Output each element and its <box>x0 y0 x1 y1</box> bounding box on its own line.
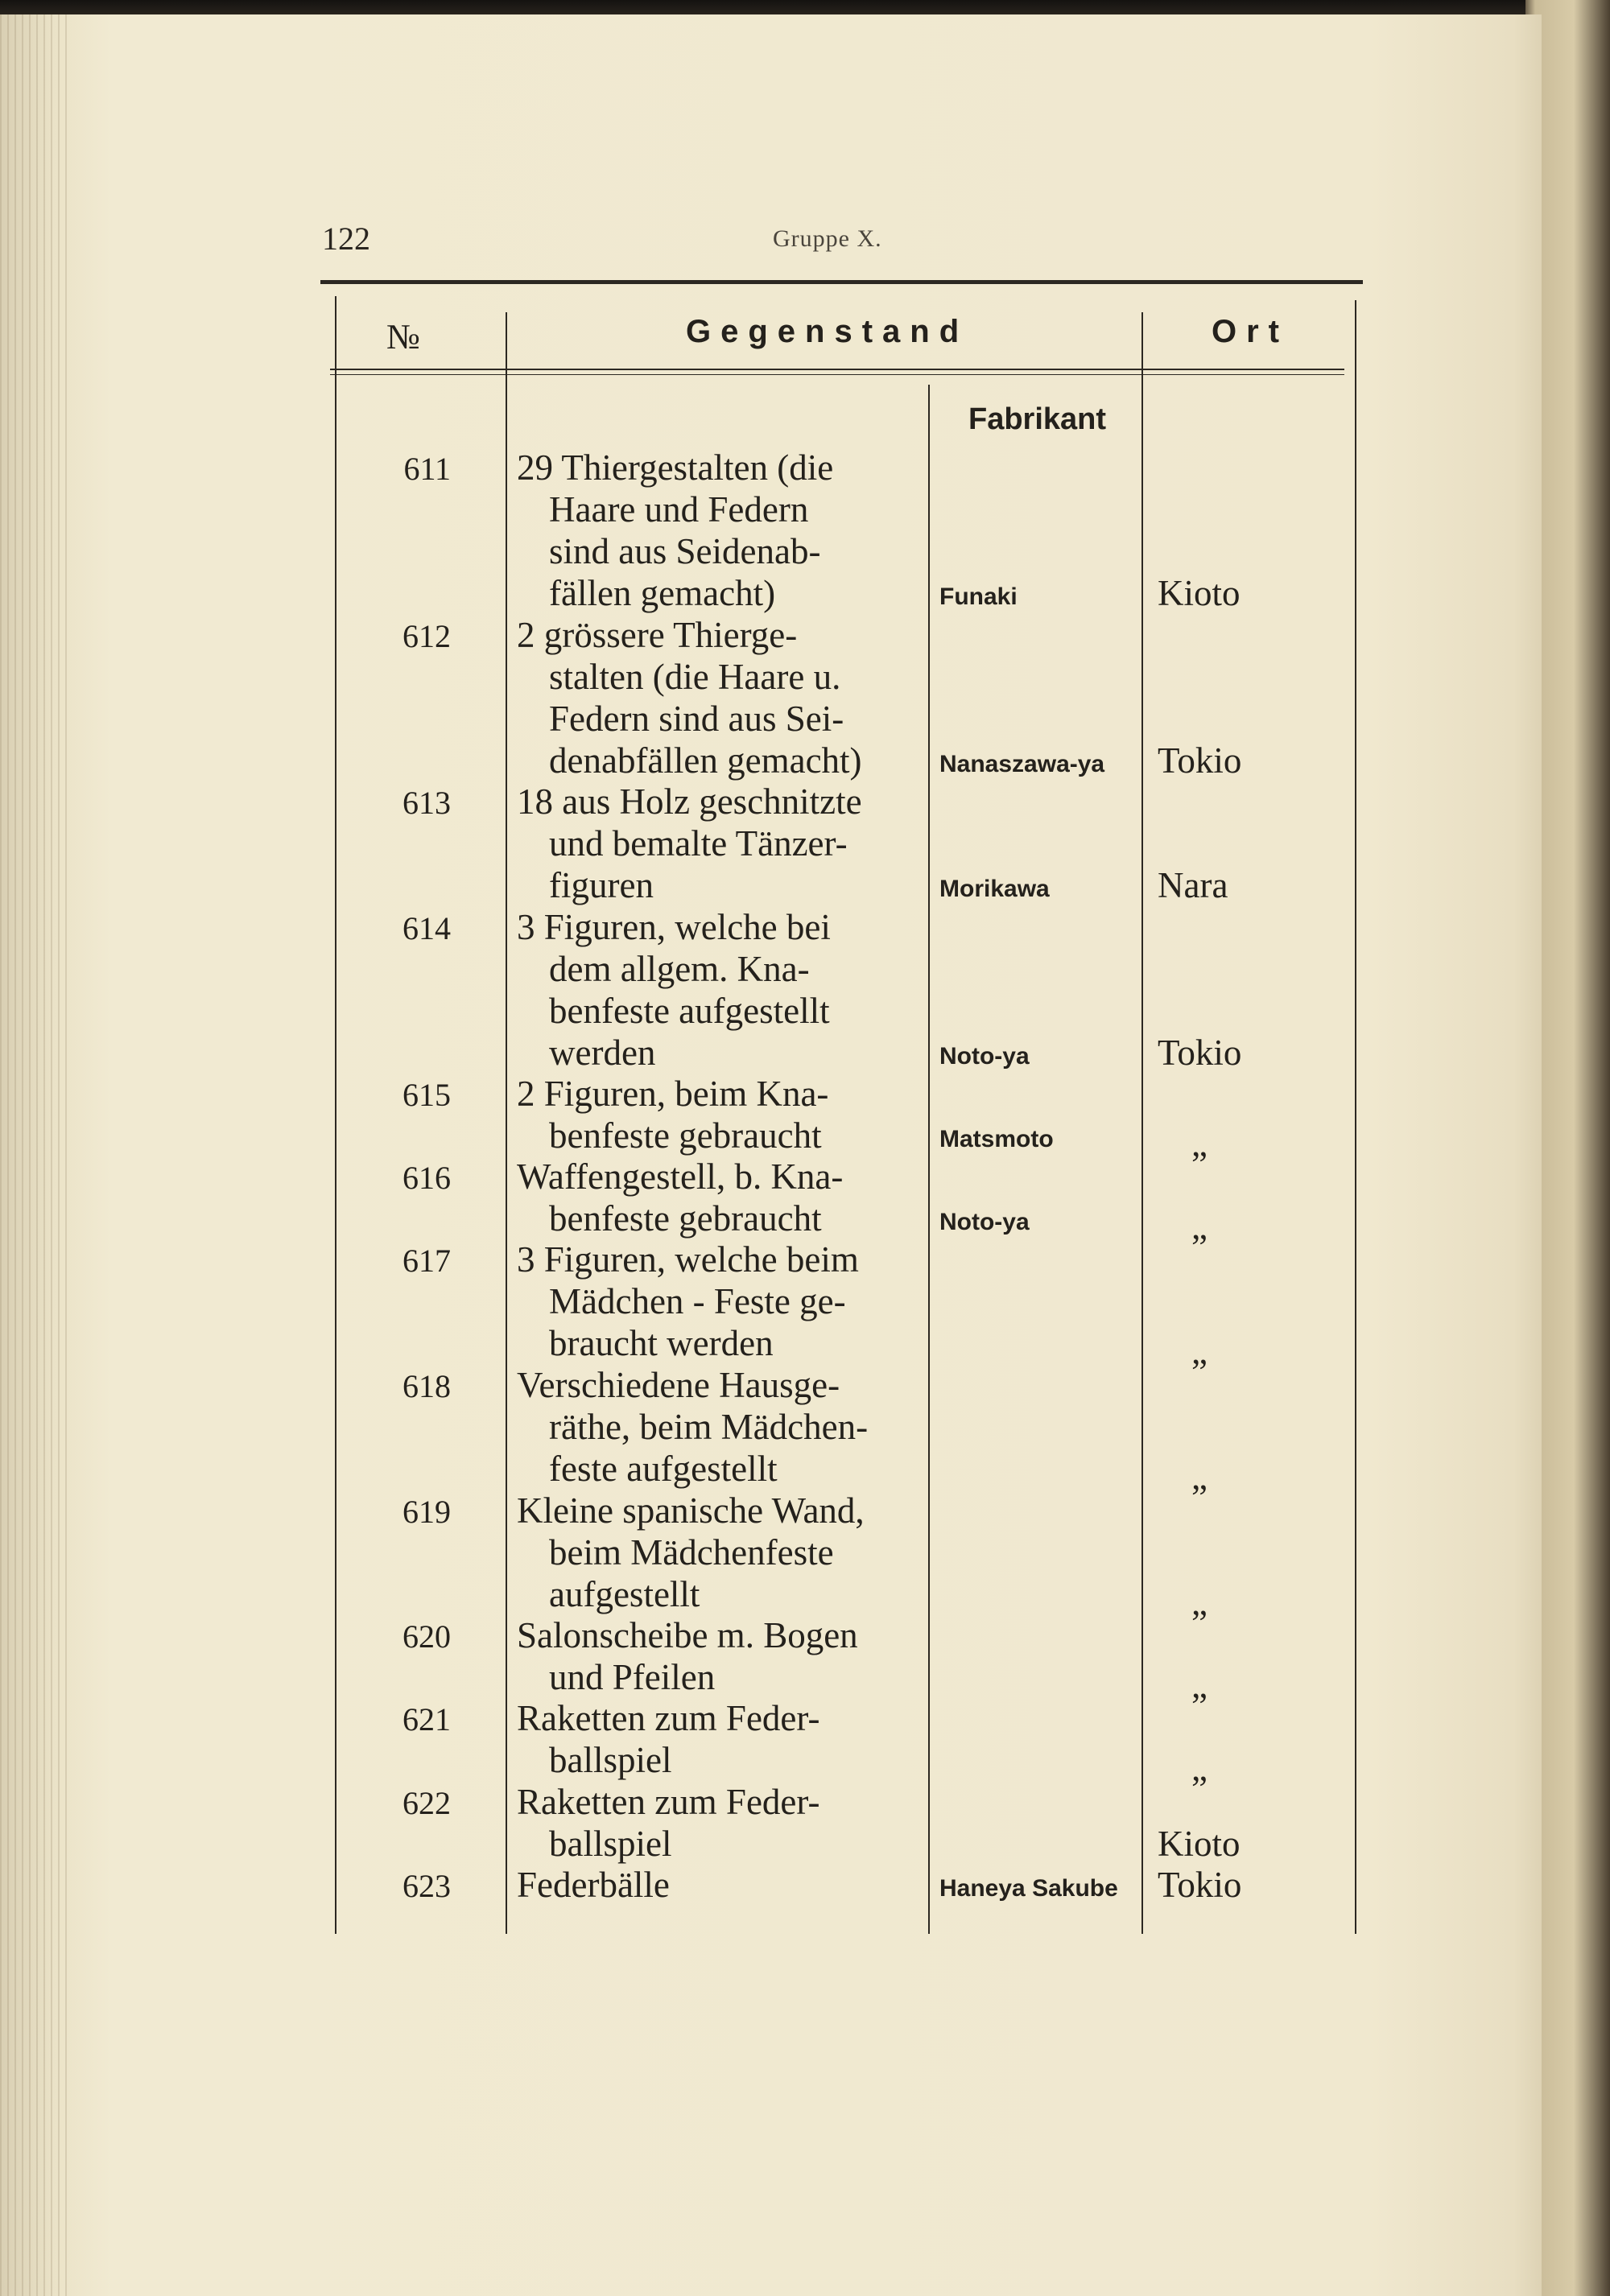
table-header-rule <box>330 369 1344 370</box>
row-maker: Haneya Sakube <box>939 1875 1118 1902</box>
row-number: 620 <box>402 1618 451 1655</box>
row-place: Tokio <box>1158 1865 1242 1905</box>
row-item-line: ballspiel <box>549 1824 672 1864</box>
row-item-line: 3 Figuren, welche beim <box>517 1239 859 1280</box>
row-place: Kioto <box>1158 573 1241 613</box>
row-number: 619 <box>402 1494 451 1530</box>
row-maker: Noto-ya <box>939 1043 1030 1070</box>
row-number: 615 <box>402 1077 451 1113</box>
row-place: „ <box>1191 1206 1208 1247</box>
row-item-line: feste aufgestellt <box>549 1449 778 1489</box>
row-number: 623 <box>402 1868 451 1904</box>
row-maker: Morikawa <box>939 876 1050 902</box>
column-divider-item <box>928 385 930 1934</box>
row-item-line: Haare und Federn <box>549 489 809 530</box>
running-title: Gruppe X. <box>773 225 882 252</box>
table-header-rule-2 <box>330 374 1344 375</box>
row-place: „ <box>1191 1331 1208 1371</box>
row-item-line: 3 Figuren, welche bei <box>517 907 831 947</box>
row-number: 622 <box>402 1785 451 1821</box>
row-item-line: braucht werden <box>549 1323 774 1363</box>
page-stack-edges <box>0 14 72 2296</box>
row-item-line: 2 grössere Thierge- <box>517 615 798 655</box>
row-item-line: figuren <box>549 865 654 905</box>
row-maker: Funaki <box>939 583 1018 610</box>
row-number: 611 <box>403 451 451 487</box>
row-item-line: sind aus Seidenab- <box>549 531 821 571</box>
row-item-line: 18 aus Holz geschnitzte <box>517 781 862 822</box>
row-number: 613 <box>402 785 451 821</box>
column-divider-number <box>506 312 507 1934</box>
row-item-line: denabfällen gemacht) <box>549 740 862 781</box>
row-item-line: und bemalte Tänzer- <box>549 823 848 864</box>
page-number: 122 <box>322 221 370 257</box>
row-item-line: 29 Thiergestalten (die <box>517 447 834 488</box>
row-item-line: beim Mädchenfeste <box>549 1532 834 1573</box>
row-place: Nara <box>1158 865 1228 905</box>
row-item-line: und Pfeilen <box>549 1657 716 1697</box>
row-maker: Noto-ya <box>939 1209 1030 1235</box>
row-item-line: Verschiedene Hausge- <box>517 1365 840 1405</box>
row-number: 617 <box>402 1243 451 1279</box>
row-place: „ <box>1191 1748 1208 1788</box>
row-item-line: Kleine spanische Wand, <box>517 1490 865 1531</box>
row-item-line: Raketten zum Feder- <box>517 1698 820 1738</box>
row-maker: Nanaszawa-ya <box>939 751 1105 777</box>
column-header-place: Ort <box>1212 314 1289 349</box>
row-item-line: räthe, beim Mädchen- <box>549 1407 869 1447</box>
row-place: Tokio <box>1158 1033 1242 1073</box>
column-header-maker: Fabrikant <box>968 402 1107 436</box>
row-place: Kioto <box>1158 1824 1241 1864</box>
row-item-line: Federn sind aus Sei- <box>549 699 844 739</box>
table-top-rule <box>320 280 1363 284</box>
book-page <box>0 14 1542 2296</box>
row-item-line: 2 Figuren, beim Kna- <box>517 1074 829 1114</box>
row-item-line: fällen gemacht) <box>549 573 776 613</box>
row-place: „ <box>1191 1457 1208 1497</box>
table-left-border <box>335 296 336 1934</box>
row-place: „ <box>1191 1123 1208 1164</box>
row-item-line: ballspiel <box>549 1740 672 1780</box>
row-item-line: benfeste gebraucht <box>549 1115 822 1156</box>
table-right-border <box>1355 300 1356 1934</box>
row-place: Tokio <box>1158 740 1242 781</box>
row-item-line: Waffengestell, b. Kna- <box>517 1156 844 1197</box>
row-item-line: Federbälle <box>517 1865 670 1905</box>
row-maker: Matsmoto <box>939 1126 1054 1152</box>
row-place: „ <box>1191 1665 1208 1705</box>
row-number: 612 <box>402 618 451 654</box>
row-place: „ <box>1191 1582 1208 1622</box>
row-number: 618 <box>402 1368 451 1404</box>
row-item-line: Mädchen - Feste ge- <box>549 1281 846 1321</box>
column-header-item: Gegenstand <box>686 314 969 349</box>
column-divider-maker <box>1141 312 1143 1934</box>
column-header-number: № <box>386 317 420 357</box>
row-number: 616 <box>402 1160 451 1196</box>
row-item-line: benfeste gebraucht <box>549 1198 822 1239</box>
row-item-line: benfeste aufgestellt <box>549 991 830 1031</box>
row-item-line: werden <box>549 1033 656 1073</box>
row-item-line: stalten (die Haare u. <box>549 657 841 697</box>
row-item-line: aufgestellt <box>549 1574 700 1614</box>
row-item-line: Salonscheibe m. Bogen <box>517 1615 858 1655</box>
row-number: 621 <box>402 1701 451 1737</box>
row-number: 614 <box>402 910 451 946</box>
row-item-line: Raketten zum Feder- <box>517 1782 820 1822</box>
row-item-line: dem allgem. Kna- <box>549 949 810 989</box>
